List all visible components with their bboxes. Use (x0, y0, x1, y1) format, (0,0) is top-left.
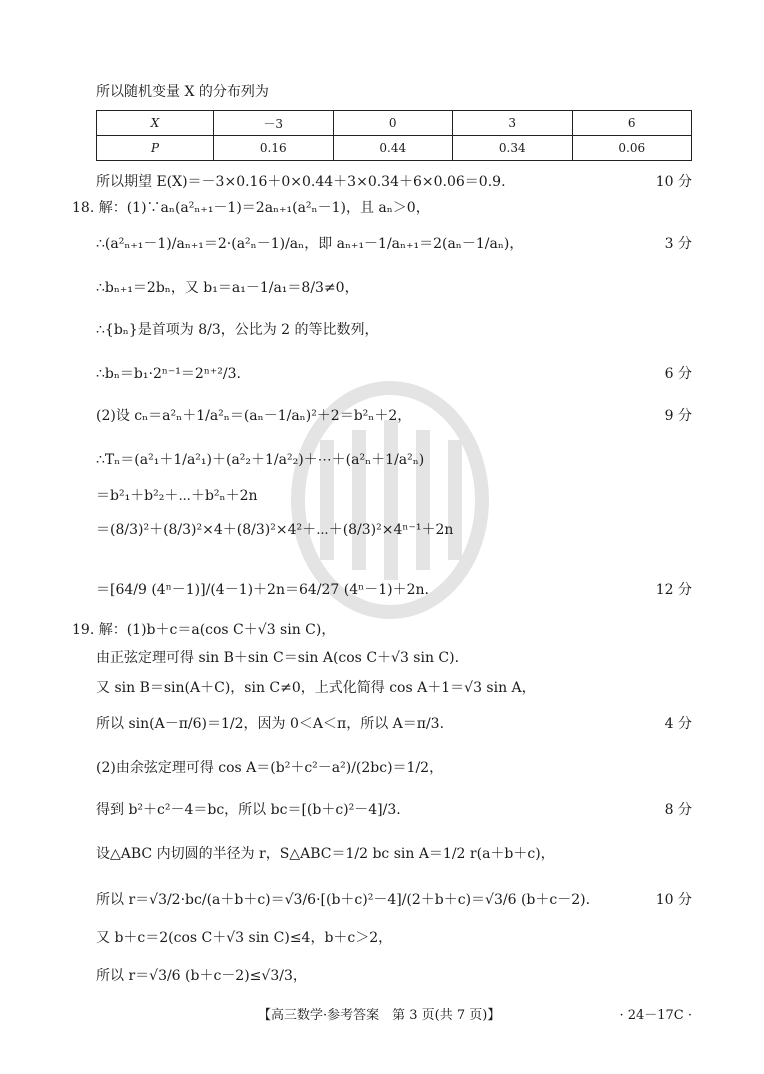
q18-step: ∴(a²ₙ₊₁－1)/aₙ₊₁＝2·(a²ₙ－1)/aₙ，即 aₙ₊₁－1/aₙ₊₁＝2(aₙ－1/aₙ)， (96, 236, 524, 252)
score-label: 12 分 (655, 582, 692, 598)
table-cell: －3 (214, 111, 334, 136)
table-cell: 0.34 (453, 136, 573, 161)
table-cell: 0.44 (333, 136, 453, 161)
score-label: 9 分 (664, 408, 692, 424)
q18-heading: 18. 解：(1)∵aₙ(a²ₙ₊₁－1)＝2aₙ₊₁(a²ₙ－1)，且 aₙ＞0， (72, 200, 430, 216)
q19-step: 又 sin B＝sin(A＋C)，sin C≠0，上式化简得 cos A＋1＝√3 sin A， (96, 680, 536, 696)
q18-step: ∴{bₙ}是首项为 8/3，公比为 2 的等比数列， (96, 322, 379, 338)
table-header-x: X (97, 111, 214, 136)
table-cell: 0.16 (214, 136, 334, 161)
table-cell: 3 (453, 111, 573, 136)
score-label: 10 分 (655, 892, 692, 908)
q19-step: 所以 r＝√3/6 (b＋c－2)≤√3/3， (96, 968, 307, 984)
q19-step: 设△ABC 内切圆的半径为 r，S△ABC＝1/2 bc sin A＝1/2 r(a＋b＋c)， (96, 846, 555, 862)
q19-step: 得到 b²＋c²－4＝bc，所以 bc＝[(b＋c)²－4]/3. (96, 802, 401, 818)
page-footer: 【高三数学·参考答案 第 3 页(共 7 页)】 (258, 1008, 501, 1023)
q18-step: ∴Tₙ＝(a²₁＋1/a²₁)＋(a²₂＋1/a²₂)＋⋯＋(a²ₙ＋1/a²ₙ) (96, 452, 425, 468)
q18-step: ＝(8/3)²＋(8/3)²×4＋(8/3)²×4²＋⋯＋(8/3)²×4ⁿ⁻¹＋2n (96, 522, 454, 538)
q19-step: 所以 sin(A－π/6)＝1/2，因为 0＜A＜π，所以 A＝π/3. (96, 716, 445, 732)
table-row (97, 136, 692, 161)
intro-distribution-text: 所以随机变量 X 的分布列为 (96, 84, 269, 100)
table-cell: 0 (333, 111, 453, 136)
score-label: 6 分 (664, 366, 692, 382)
q19-step: (2)由余弦定理可得 cos A＝(b²＋c²－a²)/(2bc)＝1/2， (96, 760, 444, 776)
q19-heading: 19. 解：(1)b＋c＝a(cos C＋√3 sin C)， (72, 622, 336, 638)
table-cell: 6 (572, 111, 692, 136)
table-header-p: P (97, 136, 214, 161)
q19-step: 所以 r＝√3/2·bc/(a＋b＋c)＝√3/6·[(b＋c)²－4]/(2＋b＋c)＝√3/6 (b＋c－2). (96, 892, 591, 908)
q19-step: 又 b＋c＝2(cos C＋√3 sin C)≤4，b＋c＞2， (96, 930, 393, 946)
q18-step: ∴bₙ₊₁＝2bₙ，又 b₁＝a₁－1/a₁＝8/3≠0， (96, 280, 359, 296)
score-label: 4 分 (664, 716, 692, 732)
score-label: 8 分 (664, 802, 692, 818)
q18-step: ＝[64/9 (4ⁿ－1)]/(4－1)＋2n＝64/27 (4ⁿ－1)＋2n. (96, 582, 429, 598)
distribution-table (96, 110, 692, 161)
q19-step: 由正弦定理可得 sin B＋sin C＝sin A(cos C＋√3 sin C). (96, 650, 460, 666)
score-label: 10 分 (655, 174, 692, 190)
score-label: 3 分 (664, 236, 692, 252)
page-code: · 24－17C · (619, 1008, 692, 1023)
q18-step: ∴bₙ＝b₁·2ⁿ⁻¹＝2ⁿ⁺²/3. (96, 366, 241, 382)
table-cell: 0.06 (572, 136, 692, 161)
q18-step: ＝b²₁＋b²₂＋⋯＋b²ₙ＋2n (96, 488, 258, 504)
table-row (97, 111, 692, 136)
q18-step: (2)设 cₙ＝a²ₙ＋1/a²ₙ＝(aₙ－1/aₙ)²＋2＝b²ₙ＋2， (96, 408, 412, 424)
expectation-text: 所以期望 E(X)＝－3×0.16＋0×0.44＋3×0.34＋6×0.06＝0.9. (96, 174, 506, 190)
